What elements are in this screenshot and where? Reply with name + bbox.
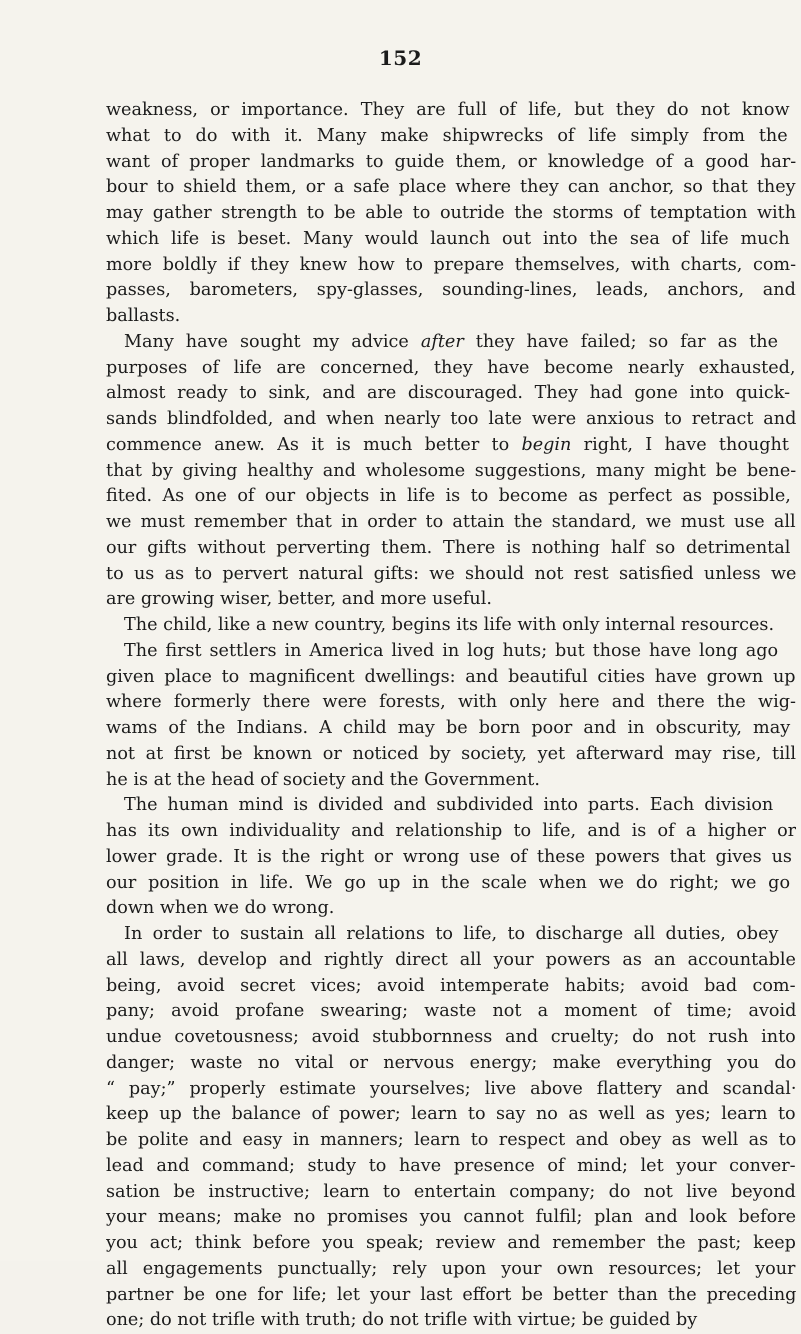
page-number: 152	[378, 46, 423, 70]
text-line: undue covetousness; avoid stubbornness and cruelty; do not rush into	[106, 1027, 796, 1047]
text-line: we must remember that in order to attain the standard, we must use all	[106, 512, 796, 532]
text-line: passes, barometers, spy-glasses, sounding-lines, leads, anchors, and	[106, 280, 796, 301]
text-line: wams of the Indians. A child may be born poor and in obscurity, may	[106, 718, 791, 738]
text-line: not at first be known or noticed by society, yet afterward may rise, till	[106, 743, 796, 764]
text-line: to us as to pervert natural gifts: we should not rest satisfied unless we	[106, 563, 796, 584]
text-line: partner be one for life; let your last effort be better than the preceding	[106, 1284, 796, 1305]
text-line: danger; waste no vital or nervous energy; make everything you do	[106, 1052, 796, 1073]
text-line: In order to sustain all relations to life, to discharge all duties, obey	[124, 924, 779, 944]
text-line: are growing wiser, better, and more useful.	[106, 589, 492, 610]
text-line: all engagements punctually; rely upon your own resources; let your	[106, 1258, 796, 1279]
text-line: what to do with it. Many make shipwrecks of life simply from the	[106, 125, 788, 146]
text-line: bour to shield them, or a safe place where they can anchor, so that they	[106, 177, 796, 198]
text-line: has its own individuality and relationship to life, and is of a higher or	[106, 821, 796, 841]
text-line: more boldly if they knew how to prepare themselves, with charts, com-	[106, 254, 796, 275]
text-line: being, avoid secret vices; avoid intemperate habits; avoid bad com-	[106, 975, 796, 996]
text-line: ballasts.	[106, 306, 181, 326]
text-line: you act; think before you speak; review and remember the past; keep	[106, 1233, 796, 1253]
text-line: lead and command; study to have presence of mind; let your conver-	[106, 1155, 796, 1176]
text-line: he is at the head of society and the Government.	[106, 769, 540, 790]
text-line: commence anew. As it is much better to begin right, I have thought	[106, 434, 789, 455]
text-line: keep up the balance of power; learn to say no as well as yes; learn to	[106, 1104, 796, 1125]
text-line: The human mind is divided and subdivided into parts. Each division	[124, 795, 774, 816]
text-line: want of proper landmarks to guide them, or knowledge of a good har-	[106, 151, 796, 172]
text-line: weakness, or importance. They are full of life, but they do not know	[106, 100, 790, 120]
text-line: lower grade. It is the right or wrong use of these powers that gives us	[106, 846, 792, 867]
text-line: that by giving healthy and wholesome suggestions, many might be bene-	[106, 460, 796, 481]
text-line: pany; avoid profane swearing; waste not a moment of time; avoid	[106, 1001, 796, 1022]
text-line: may gather strength to be able to outride the storms of temptation with	[106, 203, 796, 223]
text-line: one; do not trifle with truth; do not trifle with virtue; be guided by	[106, 1310, 698, 1331]
text-line: your means; make no promises you cannot fulfil; plan and look before	[106, 1207, 796, 1228]
text-line: sation be instructive; learn to entertain company; do not live beyond	[106, 1181, 796, 1202]
text-line: Many have sought my advice after they have failed; so far as the	[124, 331, 778, 352]
text-line: sands blindfolded, and when nearly too late were anxious to retract and	[106, 409, 796, 429]
text-line: which life is beset. Many would launch out into the sea of life much	[106, 228, 790, 249]
text-line: be polite and easy in manners; learn to respect and obey as well as to	[106, 1130, 796, 1150]
text-line: purposes of life are concerned, they have become nearly exhausted,	[106, 357, 796, 378]
text-line: where formerly there were forests, with only here and there the wig-	[106, 692, 796, 713]
text-line: “ pay;” properly estimate yourselves; live above flattery and scandal·	[106, 1078, 796, 1099]
text-line: all laws, develop and rightly direct all your powers as an accountable	[106, 949, 796, 970]
text-line: our gifts without perverting them. There is nothing half so detrimental	[106, 537, 791, 558]
text-line: The child, like a new country, begins its life with only internal resources.	[124, 615, 775, 635]
text-line: The first settlers in America lived in log huts; but those have long ago	[124, 640, 779, 661]
text-line: almost ready to sink, and are discouraged. They had gone into quick-	[106, 383, 791, 404]
text-line: our position in life. We go up in the scale when we do right; we go	[106, 872, 791, 893]
text-line: down when we do wrong.	[106, 898, 335, 919]
text-line: given place to magnificent dwellings: and beautiful cities have grown up	[106, 666, 796, 687]
body-text	[106, 98, 796, 1334]
text-line: fited. As one of our objects in life is to become as perfect as possible,	[106, 486, 791, 507]
